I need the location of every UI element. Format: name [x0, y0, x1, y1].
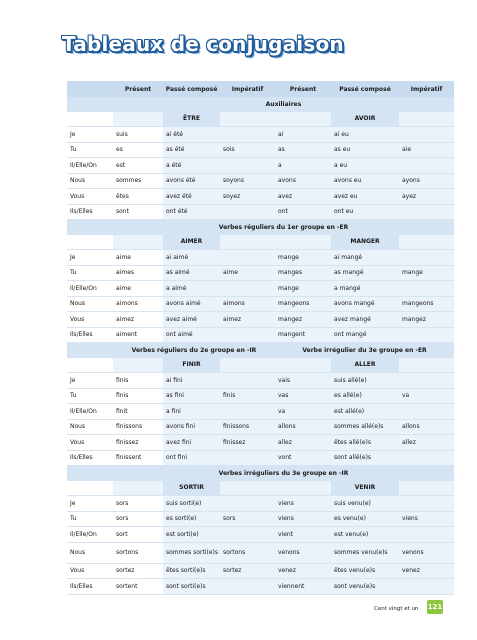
conjugation-cell: est allé(e) — [331, 404, 399, 420]
conjugation-cell: êtes venu(e)s — [331, 563, 399, 579]
section-title: Verbes irréguliers du 3e groupe en -IR — [113, 466, 454, 481]
section-title-row — [67, 97, 454, 112]
header-cell: Impératif — [220, 81, 275, 97]
pronoun-cell: Vous — [67, 435, 113, 451]
conjugation-table — [67, 81, 454, 595]
conjugation-cell: finit — [113, 404, 163, 420]
verb-name-row — [67, 235, 454, 250]
table-row — [67, 265, 454, 281]
verb-spacer — [220, 112, 275, 127]
conjugation-cell: avez eu — [331, 189, 399, 205]
pronoun-cell: Vous — [67, 312, 113, 328]
footer-text: Cent vingt et un — [374, 606, 419, 612]
pronoun-cell: Il/Elle/On — [67, 158, 113, 174]
pronoun-cell: Nous — [67, 173, 113, 189]
conjugation-cell — [399, 127, 454, 143]
verb-spacer — [275, 235, 331, 250]
conjugation-cell: finis — [113, 388, 163, 404]
conjugation-cell: sont — [113, 204, 163, 220]
header-cell: Présent — [113, 81, 163, 97]
conjugation-cell: ont fini — [163, 450, 220, 466]
conjugation-cell: suis — [113, 127, 163, 143]
table-row — [67, 496, 454, 512]
conjugation-cell — [220, 404, 275, 420]
pronoun-cell: Je — [67, 373, 113, 389]
table-row — [67, 373, 454, 389]
header-empty — [67, 81, 113, 97]
conjugation-cell: viennent — [275, 579, 331, 595]
conjugation-cell — [399, 496, 454, 512]
pronoun-cell: Nous — [67, 419, 113, 435]
conjugation-cell: ai été — [163, 127, 220, 143]
verb-spacer — [399, 235, 454, 250]
conjugation-cell: sors — [113, 511, 163, 527]
conjugation-cell: êtes allé(e)s — [331, 435, 399, 451]
conjugation-cell: ont mangé — [331, 327, 399, 343]
conjugation-cell: aie — [399, 142, 454, 158]
conjugation-cell: allons — [399, 419, 454, 435]
verb-spacer — [67, 358, 113, 373]
conjugation-cell: va — [399, 388, 454, 404]
conjugation-cell: es — [113, 142, 163, 158]
conjugation-cell: ayons — [399, 173, 454, 189]
conjugation-cell — [399, 579, 454, 595]
verb-spacer — [399, 358, 454, 373]
conjugation-cell: es sorti(e) — [163, 511, 220, 527]
verb-name-left: FINIR — [163, 358, 220, 373]
section-spacer — [67, 343, 113, 358]
pronoun-cell: Je — [67, 127, 113, 143]
conjugation-cell — [399, 327, 454, 343]
conjugation-cell: manges — [275, 265, 331, 281]
conjugation-cell: finissez — [113, 435, 163, 451]
conjugation-cell — [220, 327, 275, 343]
conjugation-cell — [220, 450, 275, 466]
conjugation-cell: avons fini — [163, 419, 220, 435]
conjugation-cell: a mangé — [331, 281, 399, 297]
section-spacer — [67, 220, 113, 235]
conjugation-cell: suis allé(e) — [331, 373, 399, 389]
verb-name-left: SORTIR — [163, 481, 220, 496]
verb-spacer — [113, 481, 163, 496]
pronoun-cell: Je — [67, 496, 113, 512]
conjugation-cell: allons — [275, 419, 331, 435]
verb-name-right: ALLER — [331, 358, 399, 373]
conjugation-cell — [399, 373, 454, 389]
pronoun-cell: Il/Elle/On — [67, 527, 113, 543]
verb-spacer — [113, 235, 163, 250]
section-title-left: Verbes réguliers du 2e groupe en -IR — [113, 343, 275, 358]
table-row — [67, 296, 454, 312]
table-row — [67, 142, 454, 158]
conjugation-cell: avez mangé — [331, 312, 399, 328]
pronoun-cell: Vous — [67, 189, 113, 205]
conjugation-cell: allez — [399, 435, 454, 451]
verb-name-left: ÊTRE — [163, 112, 220, 127]
conjugation-cell: venez — [275, 563, 331, 579]
conjugation-cell: sont allé(e)s — [331, 450, 399, 466]
conjugation-cell: a — [275, 158, 331, 174]
conjugation-cell: as mangé — [331, 265, 399, 281]
table-row — [67, 388, 454, 404]
section-title-row — [67, 343, 454, 358]
page-number-badge: 121 — [427, 600, 443, 614]
conjugation-cell: ont eu — [331, 204, 399, 220]
verb-spacer — [275, 481, 331, 496]
conjugation-cell: mange — [275, 250, 331, 266]
conjugation-cell: ai aimé — [163, 250, 220, 266]
conjugation-cell: venons — [399, 542, 454, 563]
table-row — [67, 204, 454, 220]
verb-name-row — [67, 358, 454, 373]
conjugation-cell: ont été — [163, 204, 220, 220]
conjugation-cell: est venu(e) — [331, 527, 399, 543]
page-title: Tableaux de conjugaison — [62, 32, 344, 56]
header-cell: Impératif — [399, 81, 454, 97]
verb-name-right: MANGER — [331, 235, 399, 250]
table-row — [67, 327, 454, 343]
conjugation-cell: êtes sorti(e)s — [163, 563, 220, 579]
conjugation-cell: aimez — [220, 312, 275, 328]
conjugation-cell: avons mangé — [331, 296, 399, 312]
section-title-row — [67, 220, 454, 235]
table-row — [67, 435, 454, 451]
conjugation-cell: vais — [275, 373, 331, 389]
pronoun-cell: Je — [67, 250, 113, 266]
pronoun-cell: Nous — [67, 542, 113, 563]
verb-spacer — [275, 112, 331, 127]
conjugation-cell: mange — [275, 281, 331, 297]
conjugation-cell: finissons — [113, 419, 163, 435]
pronoun-cell: Tu — [67, 511, 113, 527]
conjugation-cell — [399, 450, 454, 466]
conjugation-cell: sortons — [220, 542, 275, 563]
header-cell: Passé composé — [331, 81, 399, 97]
conjugation-cell: mange — [399, 265, 454, 281]
conjugation-cell — [220, 496, 275, 512]
conjugation-cell: finis — [113, 373, 163, 389]
conjugation-cell: aiment — [113, 327, 163, 343]
conjugation-cell: avez fini — [163, 435, 220, 451]
conjugation-cell — [399, 158, 454, 174]
verb-spacer — [67, 481, 113, 496]
verb-spacer — [113, 358, 163, 373]
conjugation-cell — [220, 250, 275, 266]
conjugation-cell: va — [275, 404, 331, 420]
conjugation-cell: a été — [163, 158, 220, 174]
conjugation-cell — [399, 204, 454, 220]
conjugation-cell: est — [113, 158, 163, 174]
conjugation-cell — [220, 127, 275, 143]
verb-spacer — [275, 358, 331, 373]
conjugation-cell — [220, 527, 275, 543]
conjugation-cell: mangent — [275, 327, 331, 343]
conjugation-cell: est sorti(e) — [163, 527, 220, 543]
conjugation-cell: venez — [399, 563, 454, 579]
conjugation-cell: sort — [113, 527, 163, 543]
verb-name-row — [67, 112, 454, 127]
verb-spacer — [399, 112, 454, 127]
table-row — [67, 189, 454, 205]
conjugation-cell: as été — [163, 142, 220, 158]
pronoun-cell: Tu — [67, 388, 113, 404]
conjugation-cell: sommes sorti(e)s — [163, 542, 220, 563]
conjugation-cell: avez aimé — [163, 312, 220, 328]
verb-name-right: AVOIR — [331, 112, 399, 127]
conjugation-cell: ai — [275, 127, 331, 143]
conjugation-cell: a eu — [331, 158, 399, 174]
pronoun-cell: Vous — [67, 563, 113, 579]
conjugation-cell: sont sorti(e)s — [163, 579, 220, 595]
verb-spacer — [220, 358, 275, 373]
conjugation-cell: viens — [399, 511, 454, 527]
pronoun-cell: Ils/Elles — [67, 204, 113, 220]
header-cell: Présent — [275, 81, 331, 97]
conjugation-cell: sortons — [113, 542, 163, 563]
verb-name-row — [67, 481, 454, 496]
conjugation-cell: ai eu — [331, 127, 399, 143]
conjugation-cell: as eu — [331, 142, 399, 158]
conjugation-cell: mangeons — [399, 296, 454, 312]
conjugation-cell — [399, 281, 454, 297]
conjugation-cell: as aimé — [163, 265, 220, 281]
conjugation-cell — [399, 404, 454, 420]
conjugation-cell: mangez — [399, 312, 454, 328]
section-spacer — [67, 97, 113, 112]
verb-spacer — [220, 481, 275, 496]
conjugation-cell: suis sorti(e) — [163, 496, 220, 512]
table-row — [67, 527, 454, 543]
conjugation-cell: avez été — [163, 189, 220, 205]
conjugation-cell: es venu(e) — [331, 511, 399, 527]
conjugation-cell — [220, 373, 275, 389]
conjugation-cell — [220, 579, 275, 595]
conjugation-cell: avez — [275, 189, 331, 205]
table-row — [67, 127, 454, 143]
conjugation-cell: sors — [220, 511, 275, 527]
conjugation-cell: sortez — [220, 563, 275, 579]
pronoun-cell: Il/Elle/On — [67, 404, 113, 420]
table-row — [67, 404, 454, 420]
conjugation-cell: aime — [113, 250, 163, 266]
table-row — [67, 173, 454, 189]
conjugation-cell — [399, 250, 454, 266]
conjugation-cell: aime — [113, 281, 163, 297]
section-title-row — [67, 466, 454, 481]
conjugation-cell: finissent — [113, 450, 163, 466]
conjugation-cell: finis — [220, 388, 275, 404]
conjugation-cell: a fini — [163, 404, 220, 420]
conjugation-cell: sois — [220, 142, 275, 158]
pronoun-cell: Il/Elle/On — [67, 281, 113, 297]
conjugation-cell: sommes allé(e)s — [331, 419, 399, 435]
conjugation-cell — [220, 158, 275, 174]
conjugation-cell: aimons — [113, 296, 163, 312]
conjugation-cell: sommes — [113, 173, 163, 189]
conjugation-cell: sont venu(e)s — [331, 579, 399, 595]
conjugation-cell: aime — [220, 265, 275, 281]
conjugation-cell: ont — [275, 204, 331, 220]
conjugation-cell: mangeons — [275, 296, 331, 312]
conjugation-cell: venons — [275, 542, 331, 563]
pronoun-cell: Ils/Elles — [67, 450, 113, 466]
conjugation-cell: sortent — [113, 579, 163, 595]
verb-name-right: VENIR — [331, 481, 399, 496]
conjugation-cell: vont — [275, 450, 331, 466]
conjugation-cell: a aimé — [163, 281, 220, 297]
verb-name-left: AIMER — [163, 235, 220, 250]
conjugation-cell: sortez — [113, 563, 163, 579]
conjugation-cell: aimez — [113, 312, 163, 328]
conjugation-cell: ont aimé — [163, 327, 220, 343]
table-row — [67, 419, 454, 435]
table-row — [67, 542, 454, 563]
conjugation-cell: suis venu(e) — [331, 496, 399, 512]
conjugation-cell: aimes — [113, 265, 163, 281]
conjugation-cell: êtes — [113, 189, 163, 205]
section-spacer — [67, 466, 113, 481]
conjugation-cell: avons — [275, 173, 331, 189]
conjugation-cell: sommes venu(e)s — [331, 542, 399, 563]
verb-spacer — [113, 112, 163, 127]
table-row — [67, 579, 454, 595]
pronoun-cell: Ils/Elles — [67, 579, 113, 595]
verb-spacer — [67, 112, 113, 127]
table-row — [67, 281, 454, 297]
conjugation-cell — [220, 281, 275, 297]
conjugation-cell: as fini — [163, 388, 220, 404]
table-row — [67, 250, 454, 266]
table-row — [67, 511, 454, 527]
conjugation-cell — [220, 204, 275, 220]
conjugation-cell: vient — [275, 527, 331, 543]
conjugation-cell — [399, 527, 454, 543]
conjugation-cell: finissons — [220, 419, 275, 435]
table-header-row — [67, 81, 454, 97]
table-row — [67, 158, 454, 174]
table-row — [67, 563, 454, 579]
conjugation-cell: avons été — [163, 173, 220, 189]
section-title: Auxiliaires — [113, 97, 454, 112]
header-cell: Passé composé — [163, 81, 220, 97]
conjugation-cell: soyons — [220, 173, 275, 189]
table-body — [67, 97, 454, 594]
section-title: Verbes réguliers du 1er groupe en -ER — [113, 220, 454, 235]
conjugation-cell: es allé(e) — [331, 388, 399, 404]
verb-spacer — [67, 235, 113, 250]
table-row — [67, 312, 454, 328]
conjugation-cell: vas — [275, 388, 331, 404]
conjugation-cell: avons eu — [331, 173, 399, 189]
conjugation-cell: avons aimé — [163, 296, 220, 312]
pronoun-cell: Ils/Elles — [67, 327, 113, 343]
conjugation-cell: viens — [275, 496, 331, 512]
conjugation-cell: sors — [113, 496, 163, 512]
pronoun-cell: Tu — [67, 142, 113, 158]
conjugation-cell: soyez — [220, 189, 275, 205]
conjugation-cell: ai fini — [163, 373, 220, 389]
verb-spacer — [220, 235, 275, 250]
section-title-right: Verbe irrégulier du 3e groupe en -ER — [275, 343, 454, 358]
pronoun-cell: Nous — [67, 296, 113, 312]
conjugation-cell: viens — [275, 511, 331, 527]
verb-spacer — [399, 481, 454, 496]
conjugation-cell: mangez — [275, 312, 331, 328]
conjugation-cell: ai mangé — [331, 250, 399, 266]
pronoun-cell: Tu — [67, 265, 113, 281]
conjugation-cell: as — [275, 142, 331, 158]
table-row — [67, 450, 454, 466]
conjugation-cell: finissez — [220, 435, 275, 451]
conjugation-cell: allez — [275, 435, 331, 451]
conjugation-cell: ayez — [399, 189, 454, 205]
conjugation-cell: aimons — [220, 296, 275, 312]
